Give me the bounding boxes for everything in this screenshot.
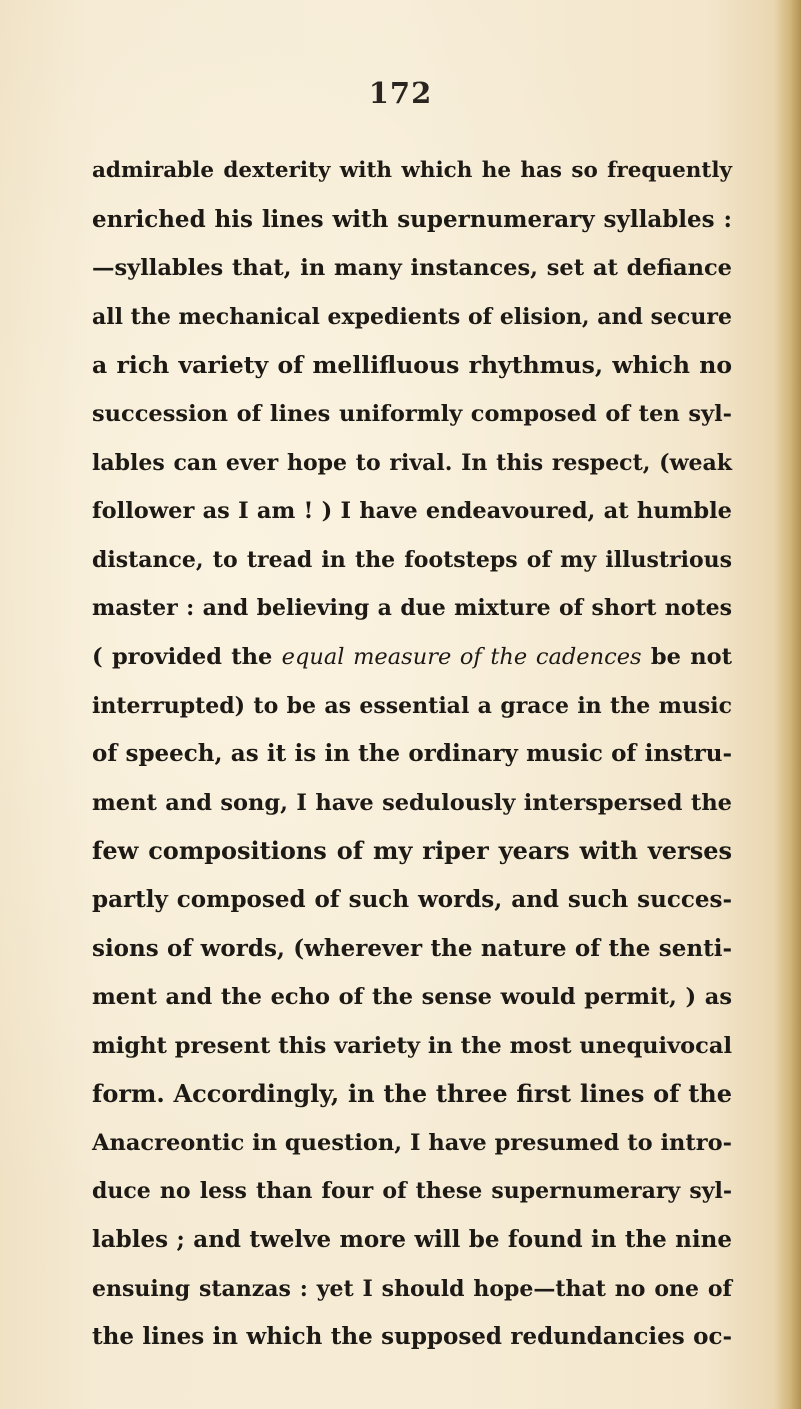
text-line-1: admirable dexterity with which he has so frequently bbox=[92, 158, 732, 183]
text-line-7: lables can ever hope to rival. In this respect, (weak bbox=[92, 449, 732, 476]
text-line-19: might present this variety in the most unequivocal bbox=[92, 1032, 732, 1059]
text-line-17: sions of words, (wherever the nature of the senti- bbox=[92, 934, 732, 962]
text-line-20: form. Accordingly, in the three first lines of the bbox=[92, 1079, 732, 1109]
text-line-8: follower as I am ! ) I have endeavoured, at humble bbox=[92, 498, 732, 525]
page-number: 172 bbox=[368, 76, 433, 110]
text-line-24: ensuing stanzas : yet I should hope—that no one of bbox=[92, 1275, 732, 1302]
text-line-12: interrupted) to be as essential a grace in the music bbox=[92, 692, 732, 719]
text-line-22: duce no less than four of these supernumerary syl- bbox=[92, 1178, 732, 1205]
text-line-23: lables ; and twelve more will be found in the nine bbox=[92, 1226, 732, 1254]
text-line-14: ment and song, I have sedulously interspersed the bbox=[92, 789, 732, 816]
italic-phrase: equal measure of the cadences bbox=[281, 643, 642, 670]
text-line-25: the lines in which the supposed redundancies oc- bbox=[92, 1323, 732, 1351]
text-line-21: Anacreontic in question, I have presumed to intro- bbox=[92, 1129, 732, 1156]
body-text bbox=[92, 147, 732, 1362]
text-line-11-before: ( provided the bbox=[92, 643, 282, 670]
text-line-13: of speech, as it is in the ordinary music of instru- bbox=[92, 740, 732, 768]
text-line-9: distance, to tread in the footsteps of my illustrious bbox=[92, 546, 732, 573]
text-line-4: all the mechanical expedients of elision, and secure bbox=[92, 303, 732, 330]
text-line-18: ment and the echo of the sense would permit, ) as bbox=[92, 984, 732, 1011]
text-line-10: master : and believing a due mixture of short notes bbox=[92, 595, 732, 622]
text-line-3: —syllables that, in many instances, set at defiance bbox=[92, 255, 732, 282]
text-line-11 bbox=[92, 633, 732, 682]
text-line-5: a rich variety of mellifluous rhythmus, which no bbox=[92, 351, 732, 380]
text-line-2: enriched his lines with supernumerary syllables : bbox=[92, 205, 732, 233]
text-line-11-after: be not bbox=[641, 643, 732, 670]
text-line-6: succession of lines uniformly composed of ten syl- bbox=[92, 400, 732, 427]
text-line-15: few compositions of my riper years with verses bbox=[92, 836, 732, 866]
page-edge-shadow bbox=[773, 0, 801, 1409]
text-line-16: partly composed of such words, and such succes- bbox=[92, 885, 732, 913]
